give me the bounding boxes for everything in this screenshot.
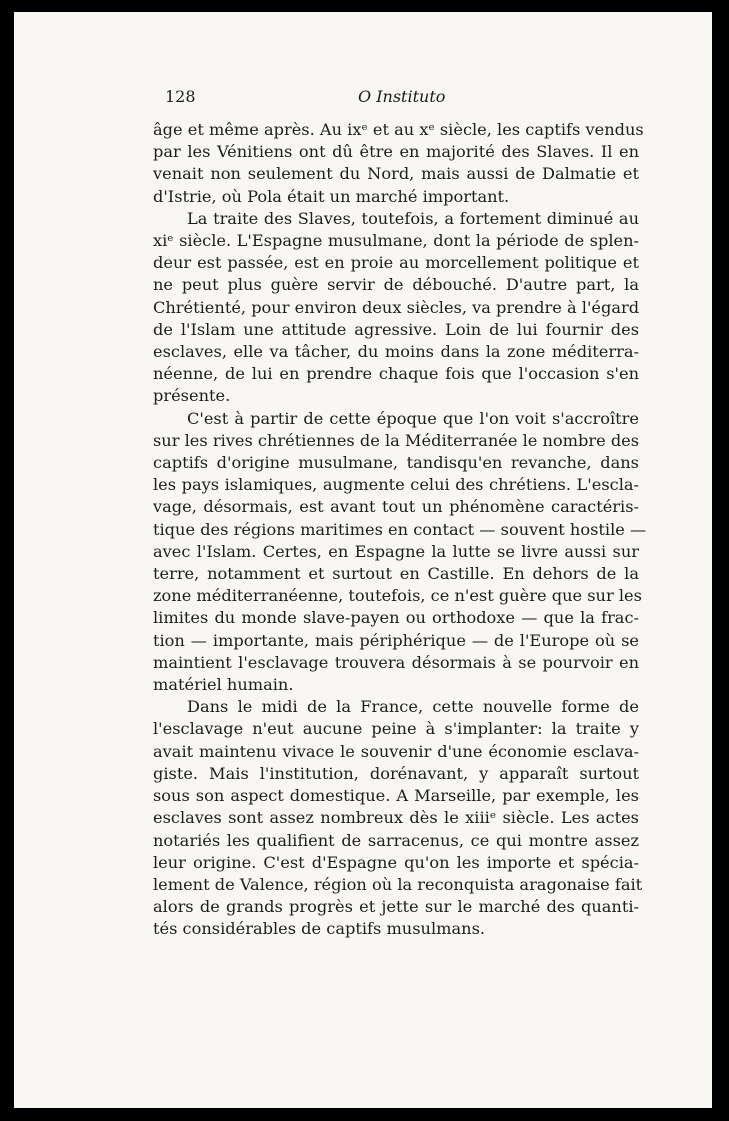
text-line: avait maintenu vivace le souvenir d'une économie esclava- [153, 741, 639, 761]
paragraph-3 [153, 408, 647, 697]
text-line: néenne, de lui en prendre chaque fois que l'occasion s'en [153, 364, 639, 384]
text-line: matériel humain. [153, 675, 294, 695]
text-line: xiᵉ siècle. L'Espagne musulmane, dont la période de splen- [153, 231, 639, 251]
text-line: limites du monde slave-payen ou orthodoxe — que la frac- [153, 608, 639, 628]
text-line: Dans le midi de la France, cette nouvelle forme de [187, 697, 639, 717]
paragraph-1 [153, 119, 644, 208]
text-line: tion — importante, mais périphérique — de l'Europe où se [153, 630, 639, 650]
text-line: leur origine. C'est d'Espagne qu'on les importe et spécia- [153, 852, 639, 872]
text-line: sur les rives chrétiennes de la Méditerranée le nombre des [153, 430, 640, 450]
text-line: esclaves, elle va tâcher, du moins dans la zone méditerra- [153, 342, 639, 362]
text-line: tique des régions maritimes en contact — souvent hostile — [153, 519, 647, 539]
text-line: par les Vénitiens ont dû être en majorité des Slaves. Il en [153, 142, 639, 162]
text-line: Chrétienté, pour environ deux siècles, va prendre à l'égard [153, 297, 640, 317]
text-line: esclaves sont assez nombreux dès le xiiiᵉ siècle. Les actes [153, 808, 639, 828]
text-line: d'Istrie, où Pola était un marché important. [153, 186, 510, 206]
text-line: de l'Islam une attitude agressive. Loin de lui fournir des [153, 319, 639, 339]
text-line: deur est passée, est en proie au morcellement politique et [153, 253, 639, 273]
body-text [153, 119, 647, 941]
paragraph-4 [153, 696, 643, 940]
text-line: giste. Mais l'institution, dorénavant, y apparaît surtout [153, 763, 639, 783]
text-line: terre, notamment et surtout en Castille. En dehors de la [153, 564, 639, 584]
page-number: 128 [165, 87, 196, 106]
paragraph-2 [153, 208, 639, 408]
text-line: lement de Valence, région où la reconquista aragonaise fait [153, 874, 643, 894]
text-line: l'esclavage n'eut aucune peine à s'implanter: la traite y [153, 719, 639, 739]
text-line: tés considérables de captifs musulmans. [153, 919, 486, 939]
text-line: maintient l'esclavage trouvera désormais à se pourvoir en [153, 652, 639, 672]
text-line: avec l'Islam. Certes, en Espagne la lutte se livre aussi sur [153, 541, 639, 561]
text-line: présente. [153, 386, 231, 406]
text-line: C'est à partir de cette époque que l'on voit s'accroître [187, 408, 639, 428]
text-line: alors de grands progrès et jette sur le marché des quanti- [153, 897, 639, 917]
text-line: sous son aspect domestique. A Marseille, par exemple, les [153, 786, 639, 806]
text-line: notariés les qualifient de sarracenus, ce qui montre assez [153, 830, 639, 850]
page-header [153, 77, 639, 106]
text-line: captifs d'origine musulmane, tandisqu'en revanche, dans [153, 453, 639, 473]
running-title: O Instituto [358, 87, 446, 106]
text-line: ne peut plus guère servir de débouché. D'autre part, la [153, 275, 639, 295]
text-line: âge et même après. Au ixᵉ et au xᵉ siècle, les captifs vendus [153, 120, 644, 139]
text-line: zone méditerranéenne, toutefois, ce n'est guère que sur les [153, 586, 642, 606]
text-line: vage, désormais, est avant tout un phénomène caractéris- [153, 497, 639, 517]
text-line: La traite des Slaves, toutefois, a fortement diminué au [187, 208, 639, 228]
text-line: venait non seulement du Nord, mais aussi de Dalmatie et [153, 164, 639, 184]
text-line: les pays islamiques, augmente celui des chrétiens. L'escla- [153, 475, 639, 495]
